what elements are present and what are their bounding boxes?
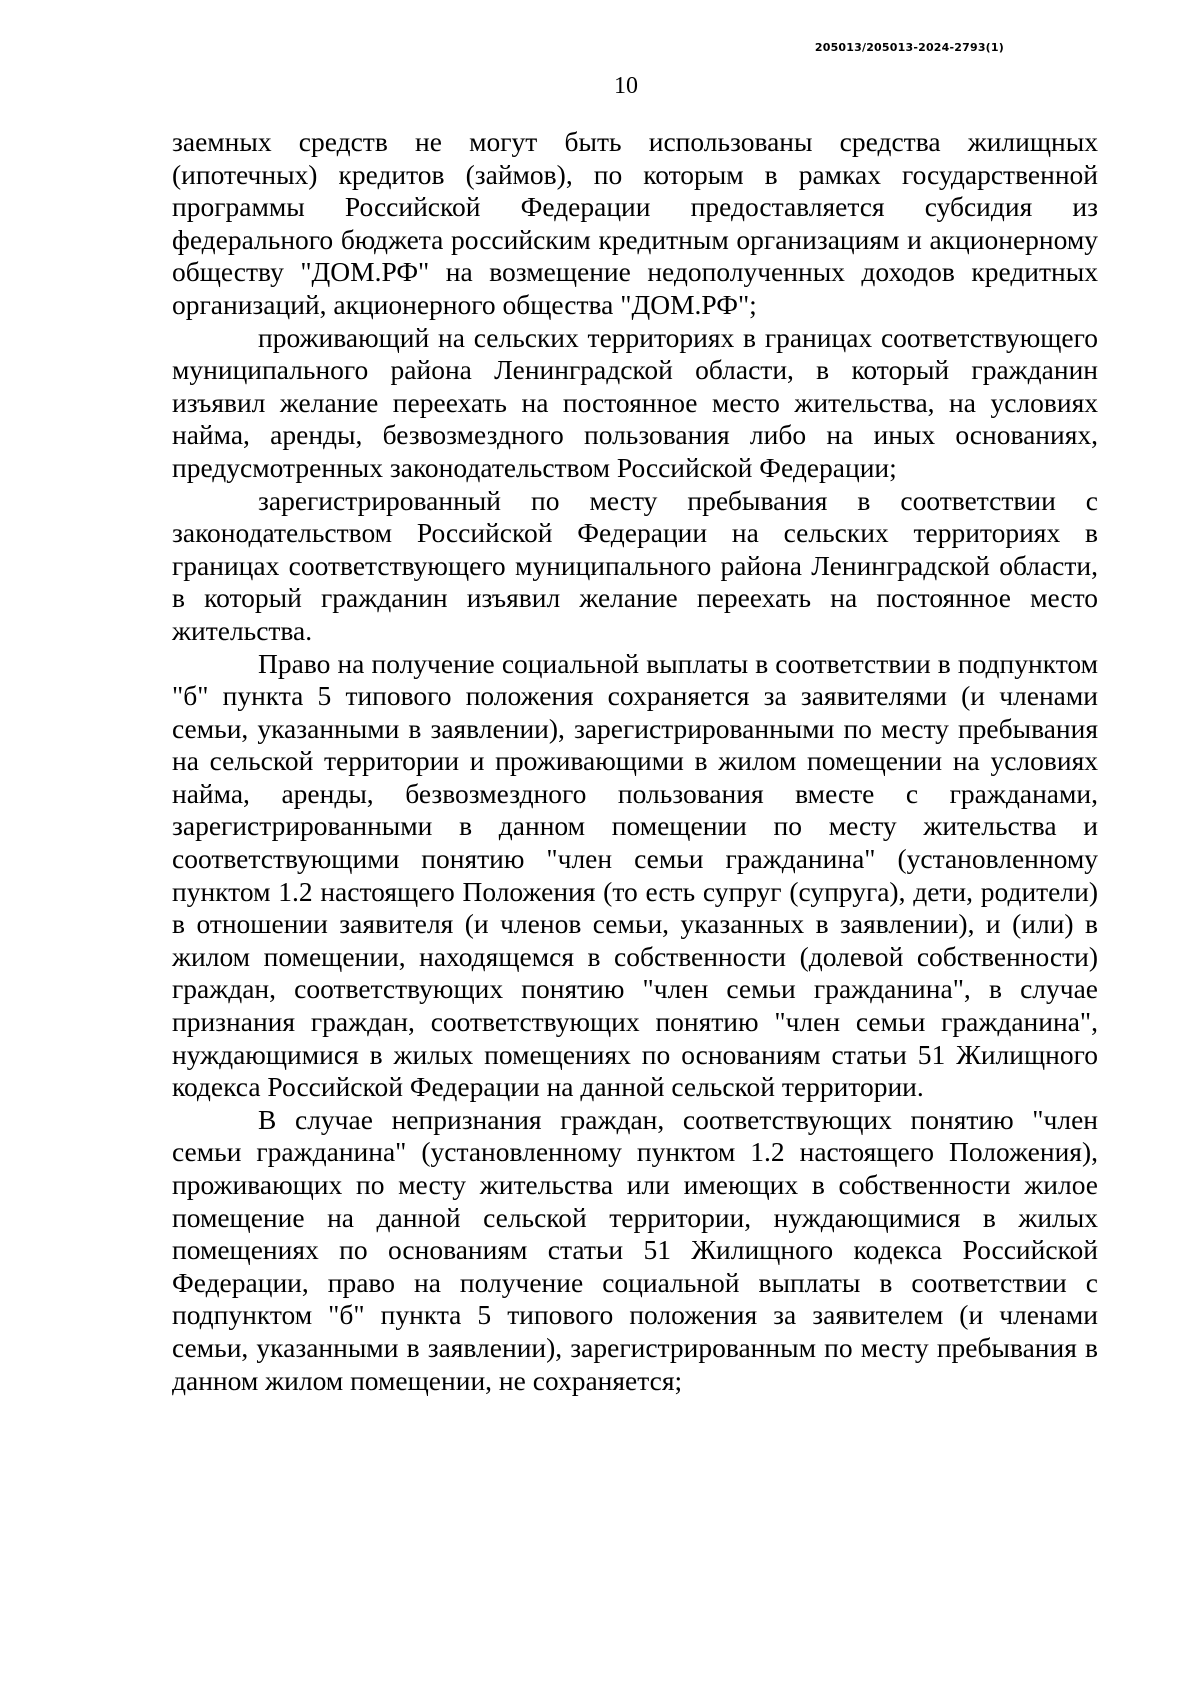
paragraph-registered: зарегистрированный по месту пребывания в соответствии с законодательством Российской Федерации на сельских территориях в границах соответствующего муниципального района Ленинградской области, в который гражданин изъявил желание переехать на постоянное место жительства. [172, 484, 1098, 646]
paragraph-residing: проживающий на сельских территориях в границах соответствующего муниципального района Ленинградской области, в который гражданин изъявил желание переехать на постоянное место жительства, на условиях найма, аренды, безвозмездного пользования либо на иных основаниях, предусмотренных законодательством Российской Федерации; [172, 321, 1098, 483]
page-number: 10 [614, 73, 638, 99]
paragraph-continuation: заемных средств не могут быть использованы средства жилищных (ипотечных) кредитов (займов), по которым в рамках государственной программы Российской Федерации предоставляется субсидия из федерального бюджета российским кредитным организациям и акционерному обществу "ДОМ.РФ" на возмещение недополученных доходов кредитных организаций, акционерного общества "ДОМ.РФ"; [172, 126, 1098, 320]
document-registration-number: 205013/205013-2024-2793(1) [814, 41, 1004, 54]
paragraph-right-not-retained: В случае непризнания граждан, соответствующих понятию "член семьи гражданина" (установленному пунктом 1.2 настоящего Положения), проживающих по месту жительства или имеющих в собственности жилое помещение на данной сельской территории, нуждающимися в жилых помещениях по основаниям статьи 51 Жилищного кодекса Российской Федерации, право на получение социальной выплаты в соответствии с подпунктом "б" пункта 5 типового положения за заявителем (и членами семьи, указанными в заявлении), зарегистрированным по месту пребывания в данном жилом помещении, не сохраняется; [172, 1103, 1098, 1396]
document-body [172, 126, 1098, 1397]
paragraph-right-retained: Право на получение социальной выплаты в соответствии в подпунктом "б" пункта 5 типового положения сохраняется за заявителями (и членами семьи, указанными в заявлении), зарегистрированными по месту пребывания на сельской территории и проживающими в жилом помещении на условиях найма, аренды, безвозмездного пользования вместе с гражданами, зарегистрированными в данном помещении по месту жительства и соответствующими понятию "член семьи гражданина" (установленному пунктом 1.2 настоящего Положения (то есть супруг (супруга), дети, родители) в отношении заявителя (и членов семьи, указанных в заявлении), и (или) в жилом помещении, находящемся в собственности (долевой собственности) граждан, соответствующих понятию "член семьи гражданина", в случае признания граждан, соответствующих понятию "член семьи гражданина", нуждающимися в жилых помещениях по основаниям статьи 51 Жилищного кодекса Российской Федерации на данной сельской территории. [172, 647, 1098, 1103]
